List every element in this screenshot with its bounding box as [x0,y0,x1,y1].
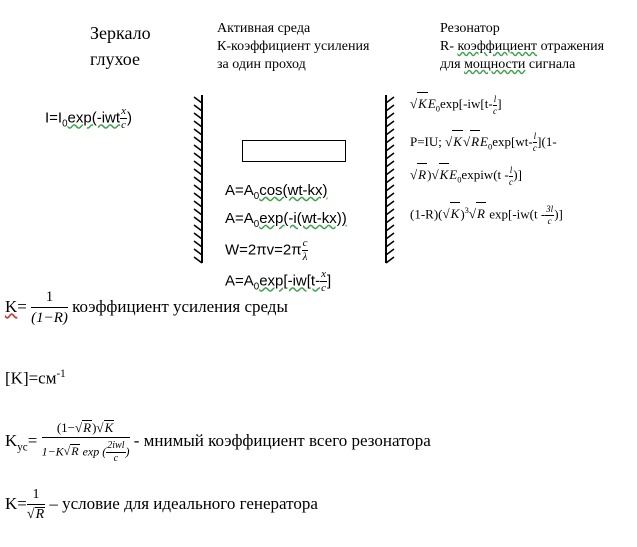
f1-pre: A=A [225,182,254,199]
frac-den: c [492,105,497,116]
k1-label: K [5,296,18,316]
formula-k-resonator [5,420,431,464]
frac-den: c [113,453,119,464]
header-res-line1: Резонатор [440,21,500,36]
r1-e: E [427,96,436,111]
header-mirror-line1: Зеркало [90,23,151,43]
r2-post: exp[wt- [492,133,533,149]
r1-rad: K [417,92,428,115]
units-sup: -1 [56,368,66,380]
r2-tail: ](1- [537,133,557,149]
formula-r3 [410,163,563,191]
r2-pre: P=IU; [410,133,446,149]
header-mirror-line2: глухое [90,49,140,69]
f3-pre: W=2πv=2π [225,241,302,259]
r4-rad1: K [450,202,461,225]
header-active-line2: К-коэффициент усиления [217,39,370,54]
res-line3-pre: для [440,57,465,72]
kys-den-exp: exp ( [79,444,107,459]
formula-cos [225,180,347,208]
kys-text: - мнимый коэффициент всего резонатора [133,430,431,450]
header-active-line1: Активная среда [217,21,311,36]
r2-e: E [480,133,488,149]
f4-frac [320,269,327,294]
frac-num: l [493,93,497,104]
kys-den [42,438,130,464]
r1-sqrt: √K [410,92,428,115]
r3-sub: 0 [457,174,462,185]
kys-den-close: ) [125,444,130,459]
formula-intensity [45,106,132,131]
r2-rad2: R [470,130,480,153]
f4-sub: 0 [253,281,260,293]
middle-formulas [225,180,347,298]
right-formulas [410,92,563,226]
kys-num [42,420,130,438]
kideal-sqrt: √R [26,507,45,522]
r4-rad2: R [476,202,486,225]
header-active-line3: за один проход [217,57,306,72]
r1-post: exp[-iw[t- [439,96,493,111]
res-line3-underlined: мощности [464,57,526,72]
r4-frac [545,205,554,226]
r4-sqrt1: √K [443,202,461,225]
formula-r1 [410,92,563,120]
kys-sub: ус [17,441,28,454]
frac-num: x [121,105,126,117]
frac-num: c [302,237,308,249]
res-line2-post: отражения [537,39,605,54]
frac-num: 3l [546,203,554,214]
r4-mid: ) [460,206,465,222]
kys-frac [42,420,130,464]
frac-num: 1 [27,488,45,505]
f4-close: ] [326,272,332,290]
k1-frac [31,290,68,326]
kys-num-sqrt1: √R [74,420,92,435]
frac-num: l [509,164,513,175]
r3-e: E [449,167,458,183]
res-line2-pre: R- [440,39,458,54]
formula-intensity-i: I=I [45,109,63,127]
f4-mid: exp[-iw[t- [259,272,321,290]
frac-den: λ [302,251,308,263]
formula-intensity-close: ) [126,109,132,127]
r3-sqrt2: √K [431,163,449,186]
mirror-right-icon [380,95,400,265]
f2-post: exp(-i(wt-kx)) [259,210,347,227]
r4-sqrt2: √R [469,202,486,225]
formula-k-ideal [5,488,318,522]
r3-mid: ) [427,167,432,183]
formula-r2 [410,130,563,158]
r3-rad2: K [439,163,450,186]
r3-rad1: R [417,163,427,186]
kys-num-rad2: K [104,420,114,435]
kideal-den [27,505,45,522]
kys-den-frac [106,441,125,464]
kys-num-pre: (1− [56,420,75,435]
kys-num-rad1: R [83,420,92,435]
kys-den-sqrt: √R [63,444,79,459]
header-resonator [440,20,604,74]
kideal-den-rad: R [35,507,45,522]
frac-den: c [321,282,326,294]
formula-intensity-sub: 0 [62,118,68,130]
frac-num: x [321,268,326,280]
r2-sqrt1: √K [445,130,463,153]
r3-post: expiw(t - [461,167,509,183]
formula-k-gain [5,290,288,326]
kys-num-mid: ) [92,420,97,435]
r2-rad1: K [452,130,463,153]
kideal-label: K [5,493,18,513]
kys-eq: = [27,430,38,450]
units-pre: [K]=см [5,368,57,388]
r4-sup: 3 [464,204,469,215]
header-active-medium [217,20,369,74]
active-medium-rect [242,140,346,162]
kideal-text: – условие для идеального генератора [45,493,318,513]
k1-eq: = [17,296,27,316]
frac-den: c [508,176,513,187]
r4-close: )] [554,206,563,222]
r4-pre: (1-R)( [410,206,443,222]
r3-close: )] [513,167,522,183]
formula-r4 [410,199,563,226]
f2-pre: A=A [225,210,254,227]
f3-frac [302,238,309,263]
k1-text: коэффициент усиления среды [72,296,288,316]
formula-units [5,368,66,389]
f4-pre: A=A [225,272,254,290]
kideal-frac [27,488,45,522]
res-line2-underlined: коэффициент [457,39,538,54]
r2-sub: 0 [488,141,493,152]
header-mirror [90,20,151,72]
kys-num-sqrt2: √K [96,420,114,435]
frac-den: c [532,143,537,154]
kys-den-pre: 1−K [41,444,64,459]
formula-omega [225,238,347,263]
formula-exp [225,208,347,236]
formula-intensity-frac [120,106,127,131]
kideal-eq: = [17,493,27,513]
header-res-line3 [440,56,604,74]
kys-label: K [5,430,18,450]
frac-num: 2iwl [107,440,125,451]
formula-intensity-exp: exp(-iwt [67,109,121,127]
r4-post: exp[-iw(t - [485,206,546,222]
r1-close: ] [497,96,502,111]
mirror-left-icon [190,95,210,265]
frac-den: c [121,119,126,131]
frac-den: (1−R) [31,310,68,326]
f2-sub: 0 [253,219,260,230]
frac-den: c [547,215,552,226]
r3-sqrt1: √R [410,163,427,186]
r2-sqrt2: √R [463,130,480,153]
r1-sub: 0 [435,103,440,114]
frac-num: 1 [31,290,68,308]
frac-num: l [533,131,537,142]
header-res-line2 [440,38,604,56]
kys-den-rad: R [71,444,79,459]
f1-post: cos(wt-kx) [259,182,328,199]
res-line3-post: сигнала [525,57,576,72]
f1-sub: 0 [253,191,260,202]
